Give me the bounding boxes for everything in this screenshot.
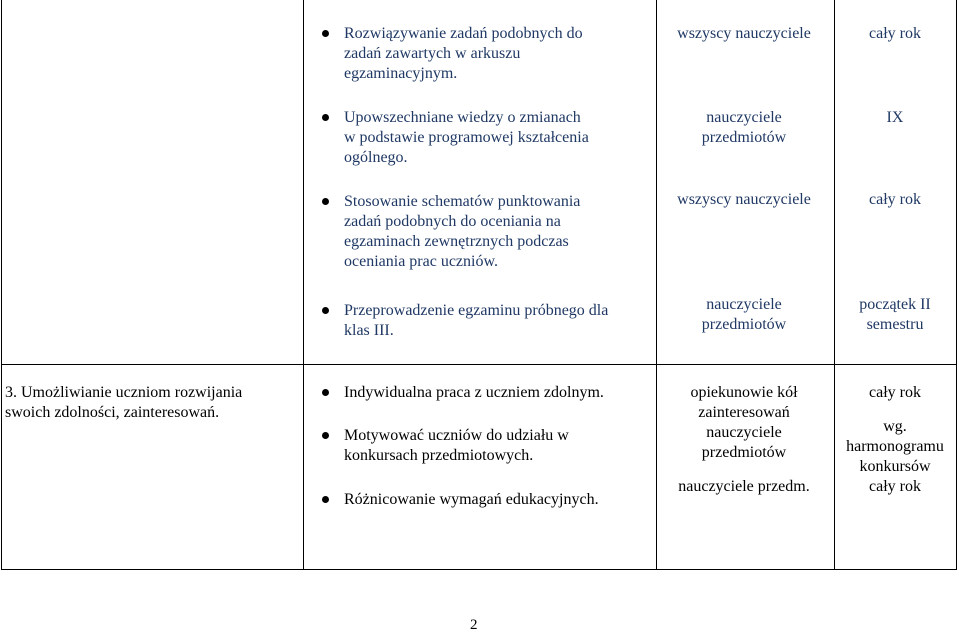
task-item: Indywidualna praca z uczniem zdolnym. [344, 384, 604, 401]
task-item: Różnicowanie wymagań edukacyjnych. [344, 491, 599, 508]
deadline-cell: cały rok [869, 191, 921, 208]
bullet-icon [322, 198, 329, 205]
responsible-cell: wszyscy nauczyciele [677, 191, 811, 208]
bullet-icon [322, 389, 329, 396]
task-item: Przeprowadzenie egzaminu próbnego dla klas III. [344, 302, 609, 339]
bullet-icon [322, 432, 329, 439]
page-number: 2 [470, 617, 478, 633]
deadline-cell: cały rok wg. harmonogramu konkursów cały rok [846, 384, 944, 495]
deadline-cell: początek II semestru [859, 296, 931, 333]
bullet-icon [322, 307, 329, 314]
task-item: Motywować uczniów do udziału w konkursach przedmiotowych. [344, 427, 569, 464]
bullet-icon [322, 496, 329, 503]
column-divider [303, 0, 304, 569]
row-divider [2, 364, 956, 365]
deadline-cell: cały rok [869, 25, 921, 42]
task-item: Upowszechniane wiedzy o zmianach w podstawie programowej kształcenia ogólnego. [344, 109, 589, 166]
responsible-cell: nauczyciele przedmiotów [701, 296, 787, 333]
task-item: Stosowanie schematów punktowania zadań podobnych do oceniania na egzaminach zewnętrznych podczas oceniania prac uczniów. [344, 193, 581, 270]
bullet-icon [322, 30, 329, 37]
goal-cell: 3. Umożliwianie uczniom rozwijania swoich zdolności, zainteresowań. [5, 384, 243, 421]
responsible-cell: wszyscy nauczyciele [677, 25, 811, 42]
responsible-cell: nauczyciele przedmiotów [701, 109, 787, 146]
bullet-icon [322, 114, 329, 121]
responsible-cell: opiekunowie kół zainteresowań nauczyciele przedmiotów nauczyciele przedm. [678, 384, 810, 495]
task-item: Rozwiązywanie zadań podobnych do zadań zawartych w arkuszu egzaminacyjnym. [344, 25, 583, 82]
deadline-cell: IX [886, 109, 904, 126]
